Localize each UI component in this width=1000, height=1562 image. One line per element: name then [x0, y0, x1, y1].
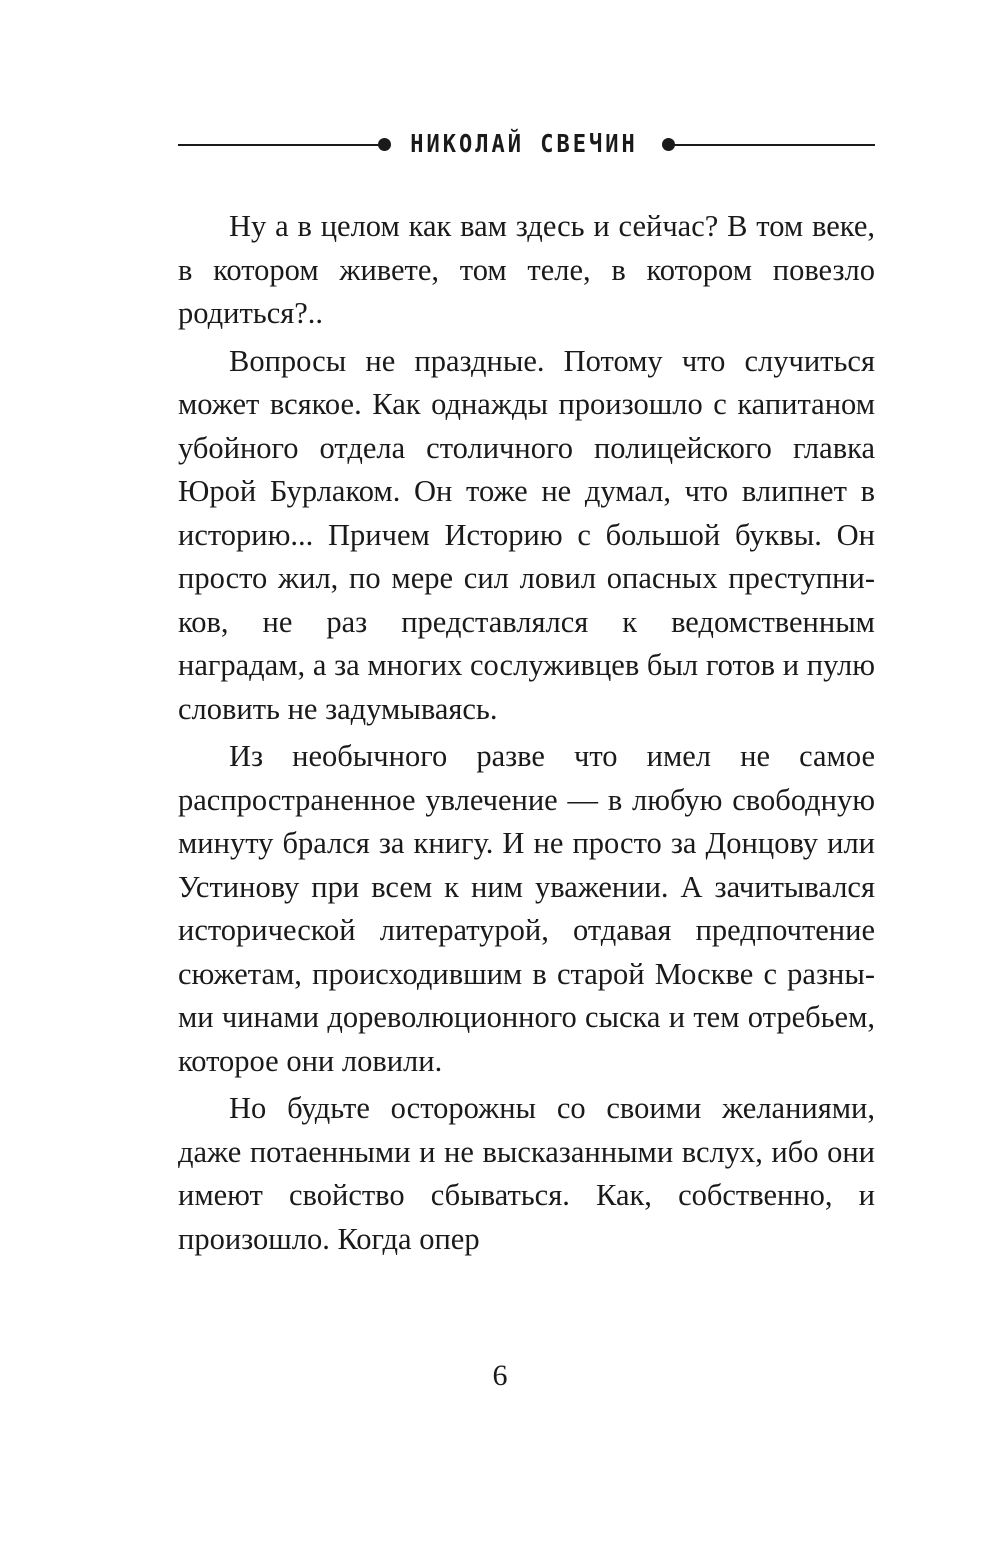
body-text: [178, 205, 875, 1265]
paragraph-1: Ну а в целом как вам здесь и сейчас? В том веке, в котором живете, том теле, в котором повезло родиться?..: [178, 209, 875, 330]
header-rule-left: [178, 144, 386, 146]
header-dot-left-icon: [378, 138, 391, 151]
page-number: 6: [492, 1359, 508, 1392]
running-head-author: НИКОЛАЙ СВЕЧИН: [410, 130, 638, 159]
running-head: [178, 128, 875, 162]
paragraph-3: Из необычного разве что имел не самое распространенное увлечение — в любую свободную минуту брался за книгу. И не просто за Донцову или Устинову при всем к ним уважении. А зачитывался исторической литературой, отдавая предпочтение сюжетам, происходившим в старой Москве с разными чинами дореволюционного сыска и тем отребьем, которое они ловили.: [178, 739, 875, 1078]
paragraph-4: Но будьте осторожны со своими желаниями, даже потаенными и не высказанными вслух, ибо они имеют свойство сбываться. Как, собственно, и произошло. Когда опер: [178, 1091, 875, 1256]
header-rule-right: [669, 144, 875, 146]
paragraph-2: Вопросы не праздные. Потому что случиться может всякое. Как однажды произошло с капитаном убойного отдела столичного полицейского главка Юрой Бурлаком. Он тоже не думал, что влипнет в историю... Причем Историю с большой буквы. Он просто жил, по мере сил ловил опасных преступников, не раз представлялся к ведомственным наградам, а за многих сослуживцев был готов и пулю словить не задумываясь.: [178, 343, 875, 726]
